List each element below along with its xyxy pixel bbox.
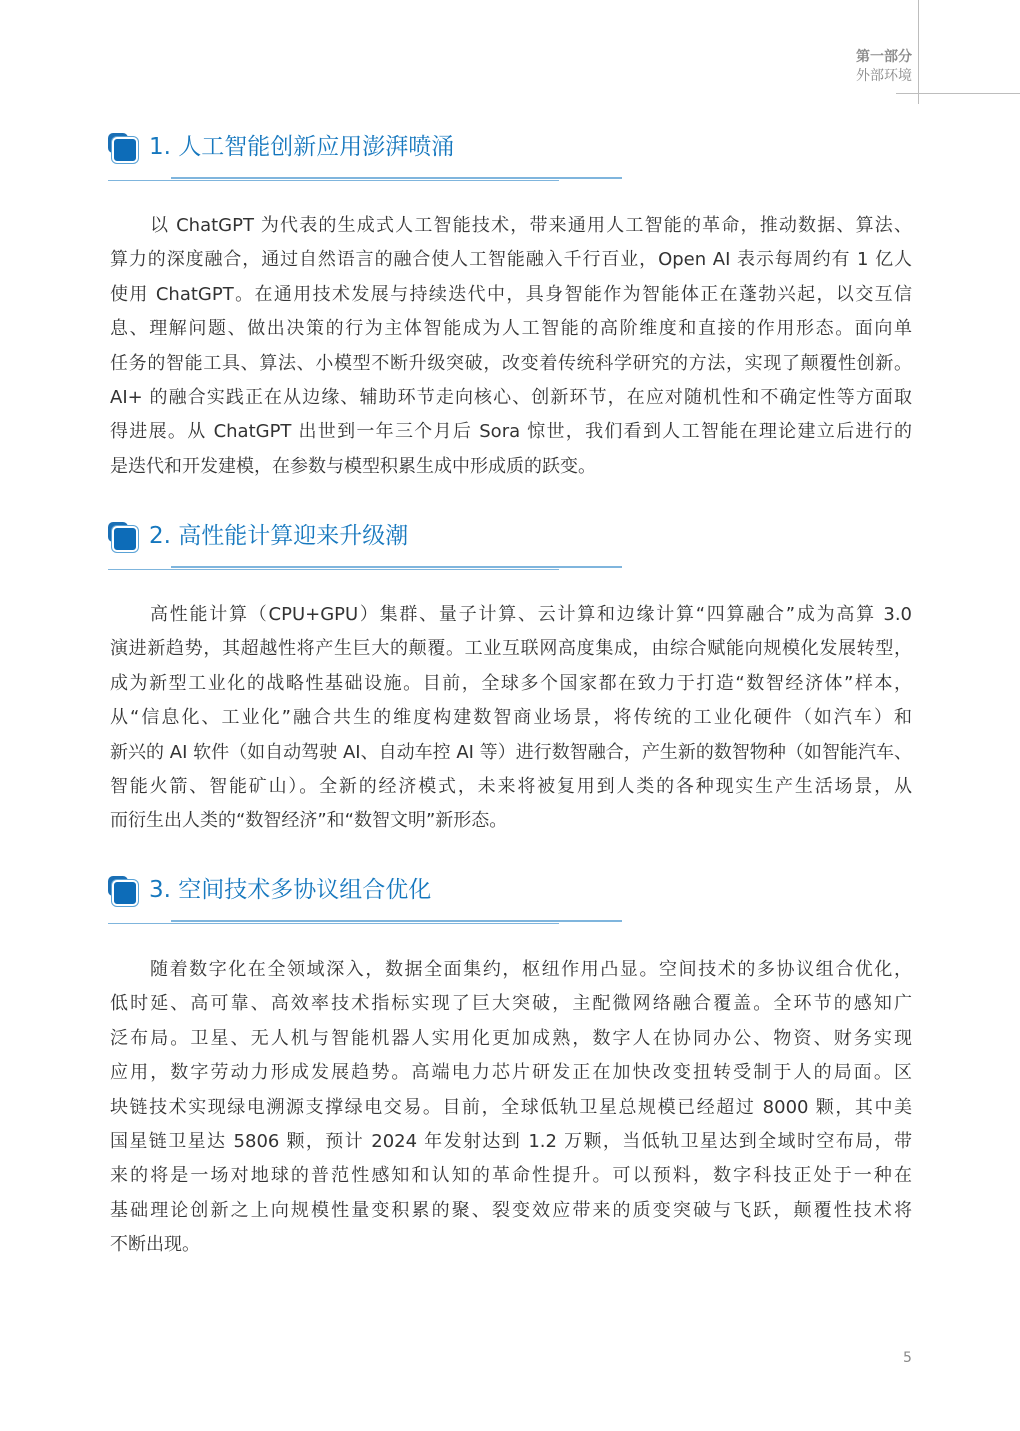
- section-title: 3. 空间技术多协议组合优化: [149, 877, 432, 903]
- section-title: 1. 人工智能创新应用澎湃喷涌: [149, 134, 455, 160]
- section-heading-2: [108, 520, 624, 570]
- text-line: 而衍生出人类的“数智经济”和“数智文明”新形态。: [110, 810, 508, 832]
- text-line: AI+ 的融合实践正在从边缘、辅助环节走向核心、创新环节，在应对随机性和不确定性等方面取: [110, 386, 912, 408]
- text-line: 是迭代和开发建模，在参数与模型积累生成中形成质的跃变。: [110, 455, 596, 477]
- heading-underline: [171, 177, 622, 179]
- chapter-label: 外部环境: [856, 68, 912, 84]
- text-line: 应用，数字劳动力形成发展趋势。高端电力芯片研发正在加快改变扭转受制于人的局面。区: [110, 1062, 912, 1084]
- text-line: 得进展。从 ChatGPT 出世到一年三个月后 Sora 惊世，我们看到人工智能在理论建立后进行的: [110, 421, 912, 443]
- heading-underline: [108, 569, 559, 570]
- text-line: 泛布局。卫星、无人机与智能机器人实用化更加成熟，数字人在协同办公、物资、财务实现: [110, 1027, 912, 1049]
- section-paragraph-3: [110, 953, 912, 1263]
- section-heading-3: [108, 874, 624, 924]
- text-line: 高性能计算（CPU+GPU）集群、量子计算、云计算和边缘计算“四算融合”成为高算 3.0: [150, 604, 912, 625]
- text-line: 不断出现。: [110, 1234, 200, 1256]
- header-divider-vertical: [918, 0, 919, 104]
- text-line: 演进新趋势，其超越性将产生巨大的颠覆。工业互联网高度集成，由综合赋能向规模化发展转型，: [110, 638, 912, 660]
- section-paragraph-2: [110, 598, 912, 839]
- section-paragraph-1: [110, 209, 912, 484]
- text-line: 使用 ChatGPT。在通用技术发展与持续迭代中，具身智能作为智能体正在蓬勃兴起，以交互信: [110, 283, 912, 305]
- heading-underline: [108, 180, 559, 181]
- header-divider-horizontal: [896, 93, 1020, 94]
- square-bullet-icon: [108, 522, 136, 550]
- part-label: 第一部分: [856, 49, 912, 65]
- heading-underline: [108, 923, 559, 924]
- section-title: 2. 高性能计算迎来升级潮: [149, 523, 409, 549]
- text-line: 任务的智能工具、算法、小模型不断升级突破，改变着传统科学研究的方法，实现了颠覆性创新。: [110, 352, 912, 374]
- text-line: 国星链卫星达 5806 颗，预计 2024 年发射达到 1.2 万颗，当低轨卫星达到全域时空布局，带: [110, 1130, 912, 1152]
- text-line: 基础理论创新之上向规模性量变积累的聚、裂变效应带来的质变突破与飞跃，颠覆性技术将: [110, 1199, 912, 1221]
- text-line: 智能火箭、智能矿山）。全新的经济模式，未来将被复用到人类的各种现实生产生活场景，从: [110, 775, 912, 797]
- text-line: 随着数字化在全领域深入，数据全面集约，枢纽作用凸显。空间技术的多协议组合优化，: [150, 959, 912, 980]
- text-line: 低时延、高可靠、高效率技术指标实现了巨大突破，主配微网络融合覆盖。全环节的感知广: [110, 993, 912, 1015]
- section-heading-1: [108, 131, 624, 181]
- text-line: 从“信息化、工业化”融合共生的维度构建数智商业场景，将传统的工业化硬件（如汽车）和: [110, 707, 912, 729]
- text-line: 息、理解问题、做出决策的行为主体智能成为人工智能的高阶维度和直接的作用形态。面向单: [110, 318, 912, 340]
- text-line: 新兴的 AI 软件（如自动驾驶 AI、自动车控 AI 等）进行数智融合，产生新的数智物种（如智能汽车、: [110, 741, 912, 763]
- running-header: [856, 48, 912, 86]
- text-line: 块链技术实现绿电溯源支撑绿电交易。目前，全球低轨卫星总规模已经超过 8000 颗，其中美: [110, 1096, 912, 1118]
- heading-underline: [171, 920, 622, 922]
- heading-underline: [171, 566, 622, 568]
- text-line: 来的将是一场对地球的普范性感知和认知的革命性提升。可以预料，数字科技正处于一种在: [110, 1165, 912, 1187]
- text-line: 算力的深度融合，通过自然语言的融合使人工智能融入千行百业，Open AI 表示每周约有 1 亿人: [110, 249, 912, 271]
- square-bullet-icon: [108, 133, 136, 161]
- page-number: 5: [903, 1350, 912, 1366]
- text-line: 成为新型工业化的战略性基础设施。目前，全球多个国家都在致力于打造“数智经济体”样本，: [110, 672, 912, 694]
- square-bullet-icon: [108, 876, 136, 904]
- text-line: 以 ChatGPT 为代表的生成式人工智能技术，带来通用人工智能的革命，推动数据、算法、: [150, 215, 912, 236]
